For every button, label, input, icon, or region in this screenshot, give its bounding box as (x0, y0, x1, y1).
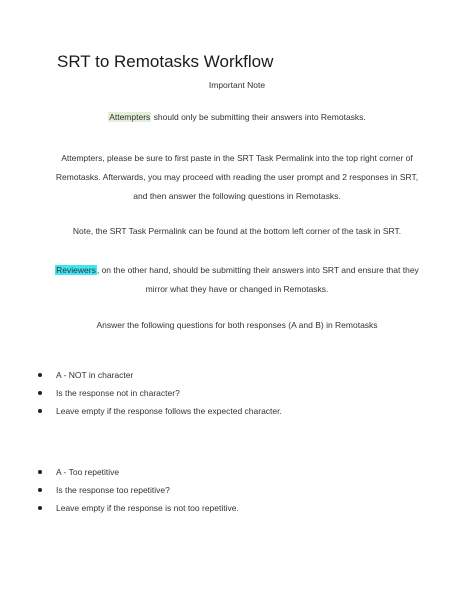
bullet-icon (38, 391, 42, 395)
list-item (38, 481, 239, 499)
bullet-icon (38, 470, 42, 474)
paragraph-attempters-note (40, 108, 434, 127)
list-item-text: Is the response too repetitive? (56, 485, 170, 495)
bullet-icon (38, 409, 42, 413)
list-item (38, 402, 282, 420)
bullet-list-not-in-character (38, 366, 282, 420)
list-item-text: Is the response not in character? (56, 388, 180, 398)
paragraph-permalink-note: Note, the SRT Task Permalink can be found at the bottom left corner of the task in SRT. (72, 226, 402, 236)
paragraph-line: Attempters, please be sure to first paste in the SRT Task Permalink into the top right corner of (61, 153, 413, 163)
paragraph-reviewers-note (40, 261, 434, 299)
bullet-icon (38, 506, 42, 510)
highlight-reviewers: Reviewers (56, 265, 96, 275)
paragraph-line (40, 261, 434, 280)
list-item-text: A - Too repetitive (56, 467, 120, 477)
list-item-text: A - NOT in character (56, 370, 134, 380)
paragraph-text: , on the other hand, should be submitting their answers into SRT and ensure that they (96, 265, 419, 275)
paragraph-line: mirror what they have or changed in Remotasks. (145, 284, 329, 294)
list-item (38, 384, 282, 402)
list-item-text: Leave empty if the response follows the expected character. (56, 406, 282, 416)
document-subtitle: Important Note (208, 80, 266, 90)
list-item-text: Leave empty if the response is not too repetitive. (56, 503, 239, 513)
list-item (38, 366, 282, 384)
document-title: SRT to Remotasks Workflow (57, 52, 274, 71)
bullet-icon (38, 373, 42, 377)
bullet-icon (38, 488, 42, 492)
paragraph-text: should only be submitting their answers into Remotasks. (151, 112, 366, 122)
list-item (38, 463, 239, 481)
paragraph-line: Remotasks. Afterwards, you may proceed with reading the user prompt and 2 responses in SRT, (55, 172, 419, 182)
paragraph-attempters-instructions (40, 149, 434, 206)
list-item (38, 499, 239, 517)
paragraph-line: and then answer the following questions in Remotasks. (133, 191, 341, 201)
highlight-attempters: Attempters (109, 112, 151, 122)
paragraph-answer-instructions: Answer the following questions for both responses (A and B) in Remotasks (96, 320, 378, 330)
bullet-list-too-repetitive (38, 463, 239, 517)
